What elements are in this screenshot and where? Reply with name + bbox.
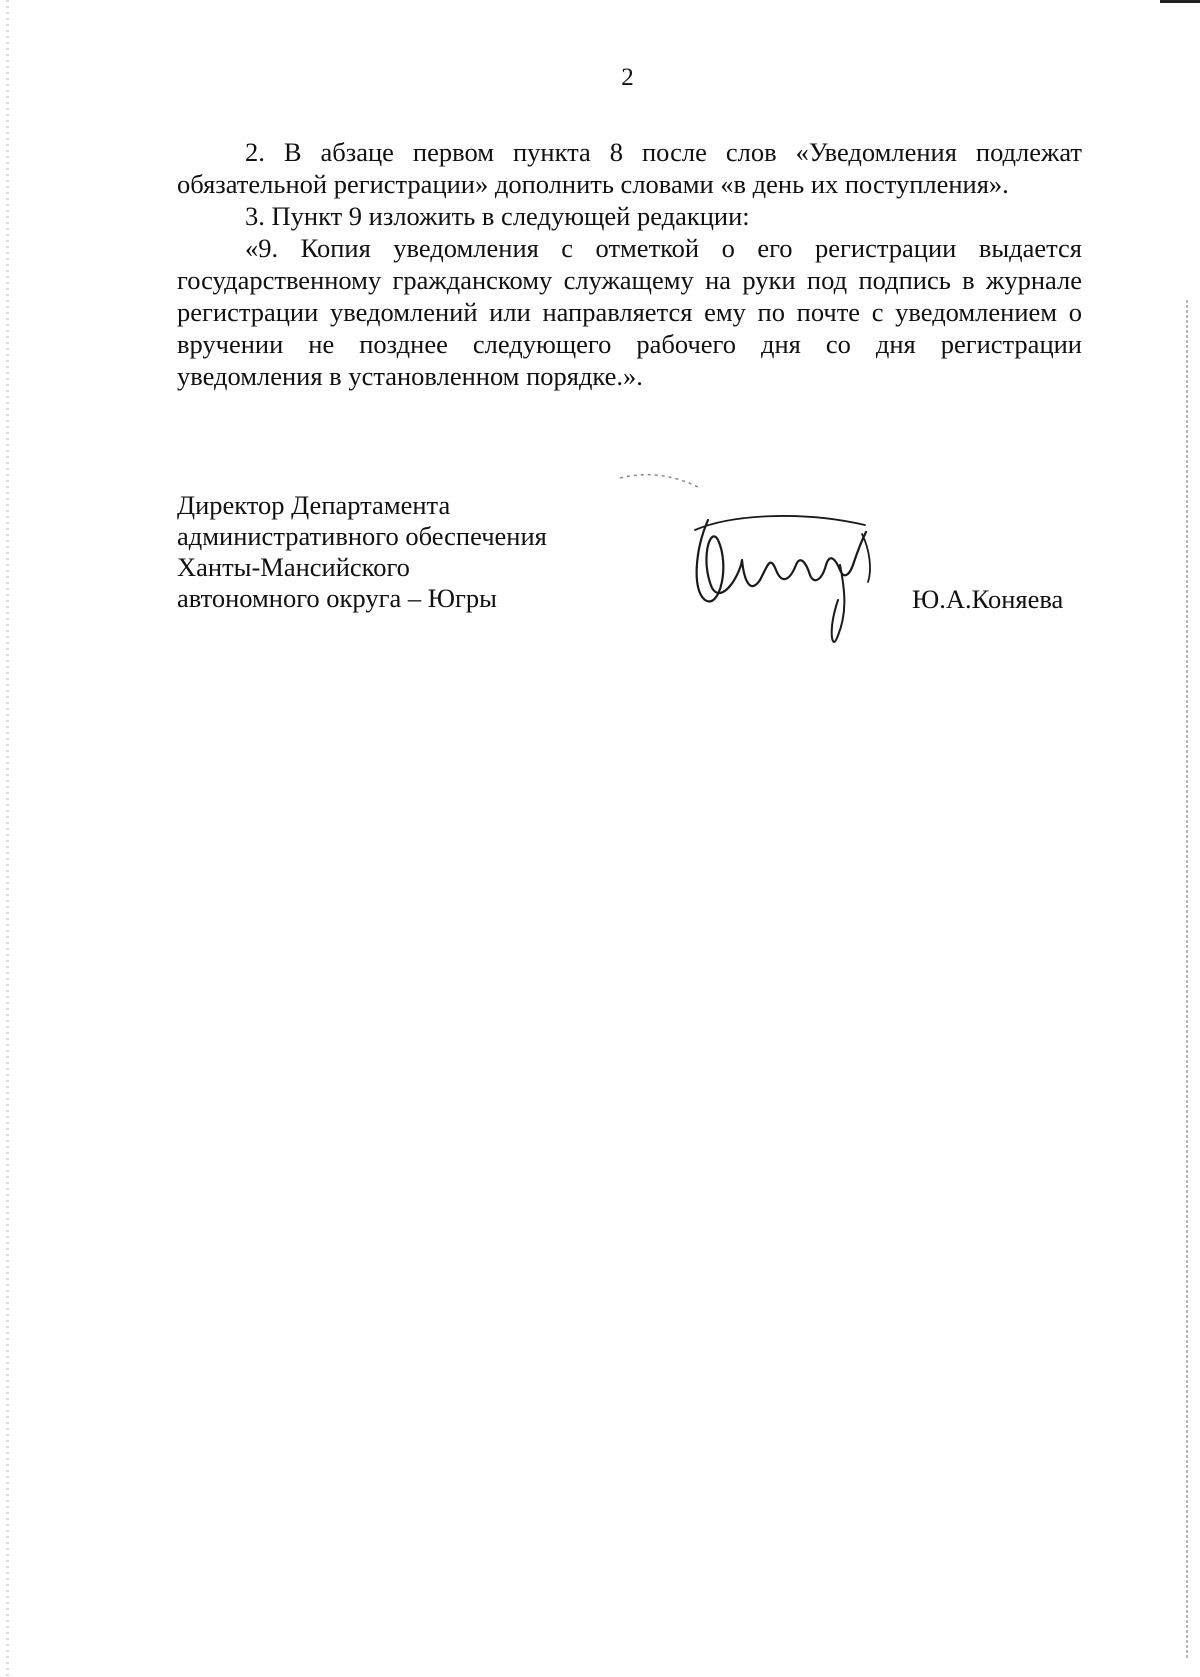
paragraph-item-2: 2. В абзаце первом пункта 8 после слов «Уведомления подлежат обязательной регистрации» дополнить словами «в день их поступления». [177, 137, 1082, 199]
handwritten-signature [600, 470, 930, 660]
signer-name: Ю.А.Коняева [912, 584, 1064, 614]
paragraph-new-point-9: «9. Копия уведомления с отметкой о его регистрации выдается государственному гражданскому служащему на руки под подпись в журнале регистрации уведомлений или направляется ему по почте с уведомлением о вручении не позднее следующего рабочего дня со дня регистрации уведомления в установленном порядке.». [177, 233, 1082, 391]
page-number: 2 [621, 64, 634, 91]
document-body [177, 136, 1082, 392]
scan-edge-left [6, 0, 9, 1677]
paragraph-item-3: 3. Пункт 9 изложить в следующей редакции: [245, 201, 750, 231]
scan-edge-right [1186, 300, 1188, 1660]
signer-position [177, 490, 597, 614]
signer-position-line: Ханты-Мансийского [177, 552, 410, 582]
corner-mark [1160, 0, 1200, 3]
signer-position-line: Директор Департамента [177, 490, 451, 520]
signer-position-line: административного обеспечения [177, 521, 547, 551]
signer-position-line: автономного округа – Югры [177, 583, 497, 613]
